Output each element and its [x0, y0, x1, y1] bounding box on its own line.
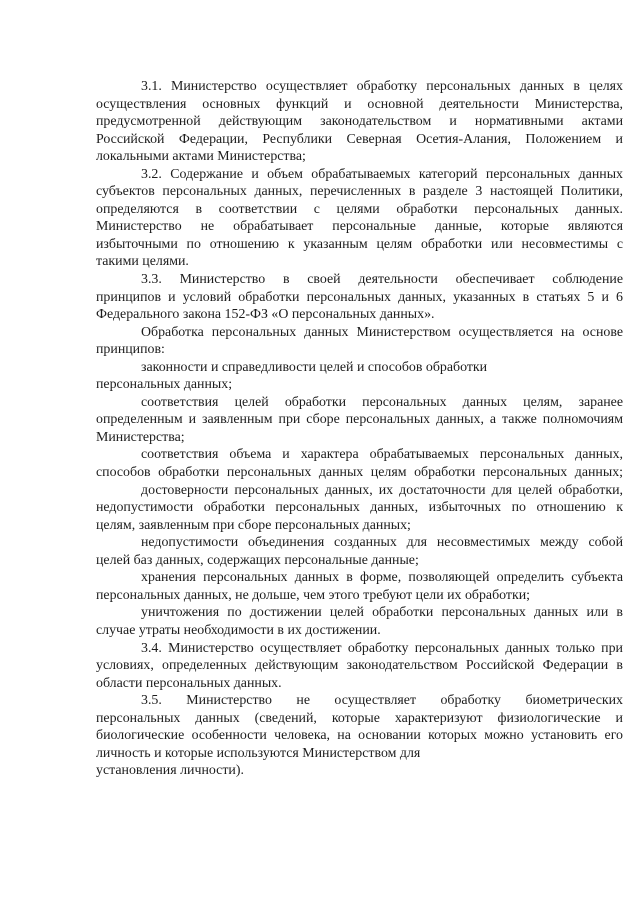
text-line: установления личности).: [96, 763, 244, 779]
text-line: области персональных данных.: [96, 675, 282, 691]
text-line: предусмотренной действующим законодательством и нормативными актами: [96, 114, 623, 130]
text-line: 3.3. Министерство в своей деятельности обеспечивает соблюдение: [141, 272, 623, 288]
text-line: определенным и заявленным при сборе персональных данных, а также полномочиям: [96, 412, 623, 428]
text-line: принципов:: [96, 342, 165, 358]
text-line: случае утраты необходимости в их достижении.: [96, 622, 381, 638]
text-line: 3.1. Министерство осуществляет обработку персональных данных в целях: [141, 79, 623, 94]
text-line: избыточными по отношению к указанным целям обработки или несовместимы с: [96, 236, 623, 252]
text-line: персональных данных (сведений, которые характеризуют физиологические и: [96, 710, 623, 726]
text-line: биологические особенности человека, на основании которых можно установить его: [96, 728, 623, 744]
text-line: персональных данных, не дольше, чем этого требуют цели их обработки;: [96, 587, 531, 603]
text-line: осуществления основных функций и основной деятельности Министерства,: [96, 96, 623, 112]
text-line: законности и справедливости целей и способов обработки: [141, 359, 488, 375]
text-line: достоверности персональных данных, их достаточности для целей обработки,: [141, 482, 623, 498]
text-line: 3.2. Содержание и объем обрабатываемых категорий персональных данных: [141, 166, 623, 182]
text-line: личность и которые используются Министерством для: [96, 745, 421, 761]
text-line: такими целями.: [96, 254, 189, 270]
text-line: целей баз данных, содержащих персональные данные;: [96, 552, 419, 568]
text-line: персональных данных;: [96, 377, 233, 393]
text-line: Федерального закона 152-ФЗ «О персональных данных».: [96, 307, 435, 323]
text-line: Министерство не обрабатывает персональные данные, которые являются: [96, 219, 623, 235]
text-line: Обработка персональных данных Министерством осуществляется на основе: [141, 324, 623, 340]
text-line: уничтожения по достижении целей обработки персональных данных или в: [141, 605, 623, 621]
text-line: Министерства;: [96, 429, 185, 445]
text-line: 3.5. Министерство не осуществляет обработку биометрических: [141, 693, 623, 709]
text-line: хранения персональных данных в форме, позволяющей определить субъекта: [141, 570, 623, 586]
text-line: Российской Федерации, Республики Северная Осетия-Алания, Положением и: [96, 131, 623, 147]
text-line: недопустимости объединения созданных для несовместимых между собой: [141, 535, 623, 551]
text-line: способов обработки персональных данных целям обработки персональных данных;: [96, 465, 623, 481]
text-line: определяются в соответствии с целями обработки персональных данных.: [96, 201, 623, 217]
text-line: целям, заявленным при сборе персональных данных;: [96, 517, 411, 533]
text-line: субъектов персональных данных, перечисленных в разделе 3 настоящей Политики,: [96, 184, 623, 200]
text-line: локальными актами Министерства;: [96, 149, 306, 165]
text-line: 3.4. Министерство осуществляет обработку персональных данных только при: [141, 640, 623, 656]
text-line: соответствия объема и характера обрабатываемых персональных данных,: [141, 447, 623, 463]
document-body: [96, 78, 623, 780]
text-line: условиях, определенных действующим законодательством Российской Федерации в: [96, 658, 623, 674]
text-line: принципов и условий обработки персональных данных, указанных в статьях 5 и 6: [96, 289, 623, 305]
text-line: недопустимости обработки персональных данных, избыточных по отношению к: [96, 500, 623, 516]
text-line: соответствия целей обработки персональных данных целям, заранее: [141, 394, 623, 410]
